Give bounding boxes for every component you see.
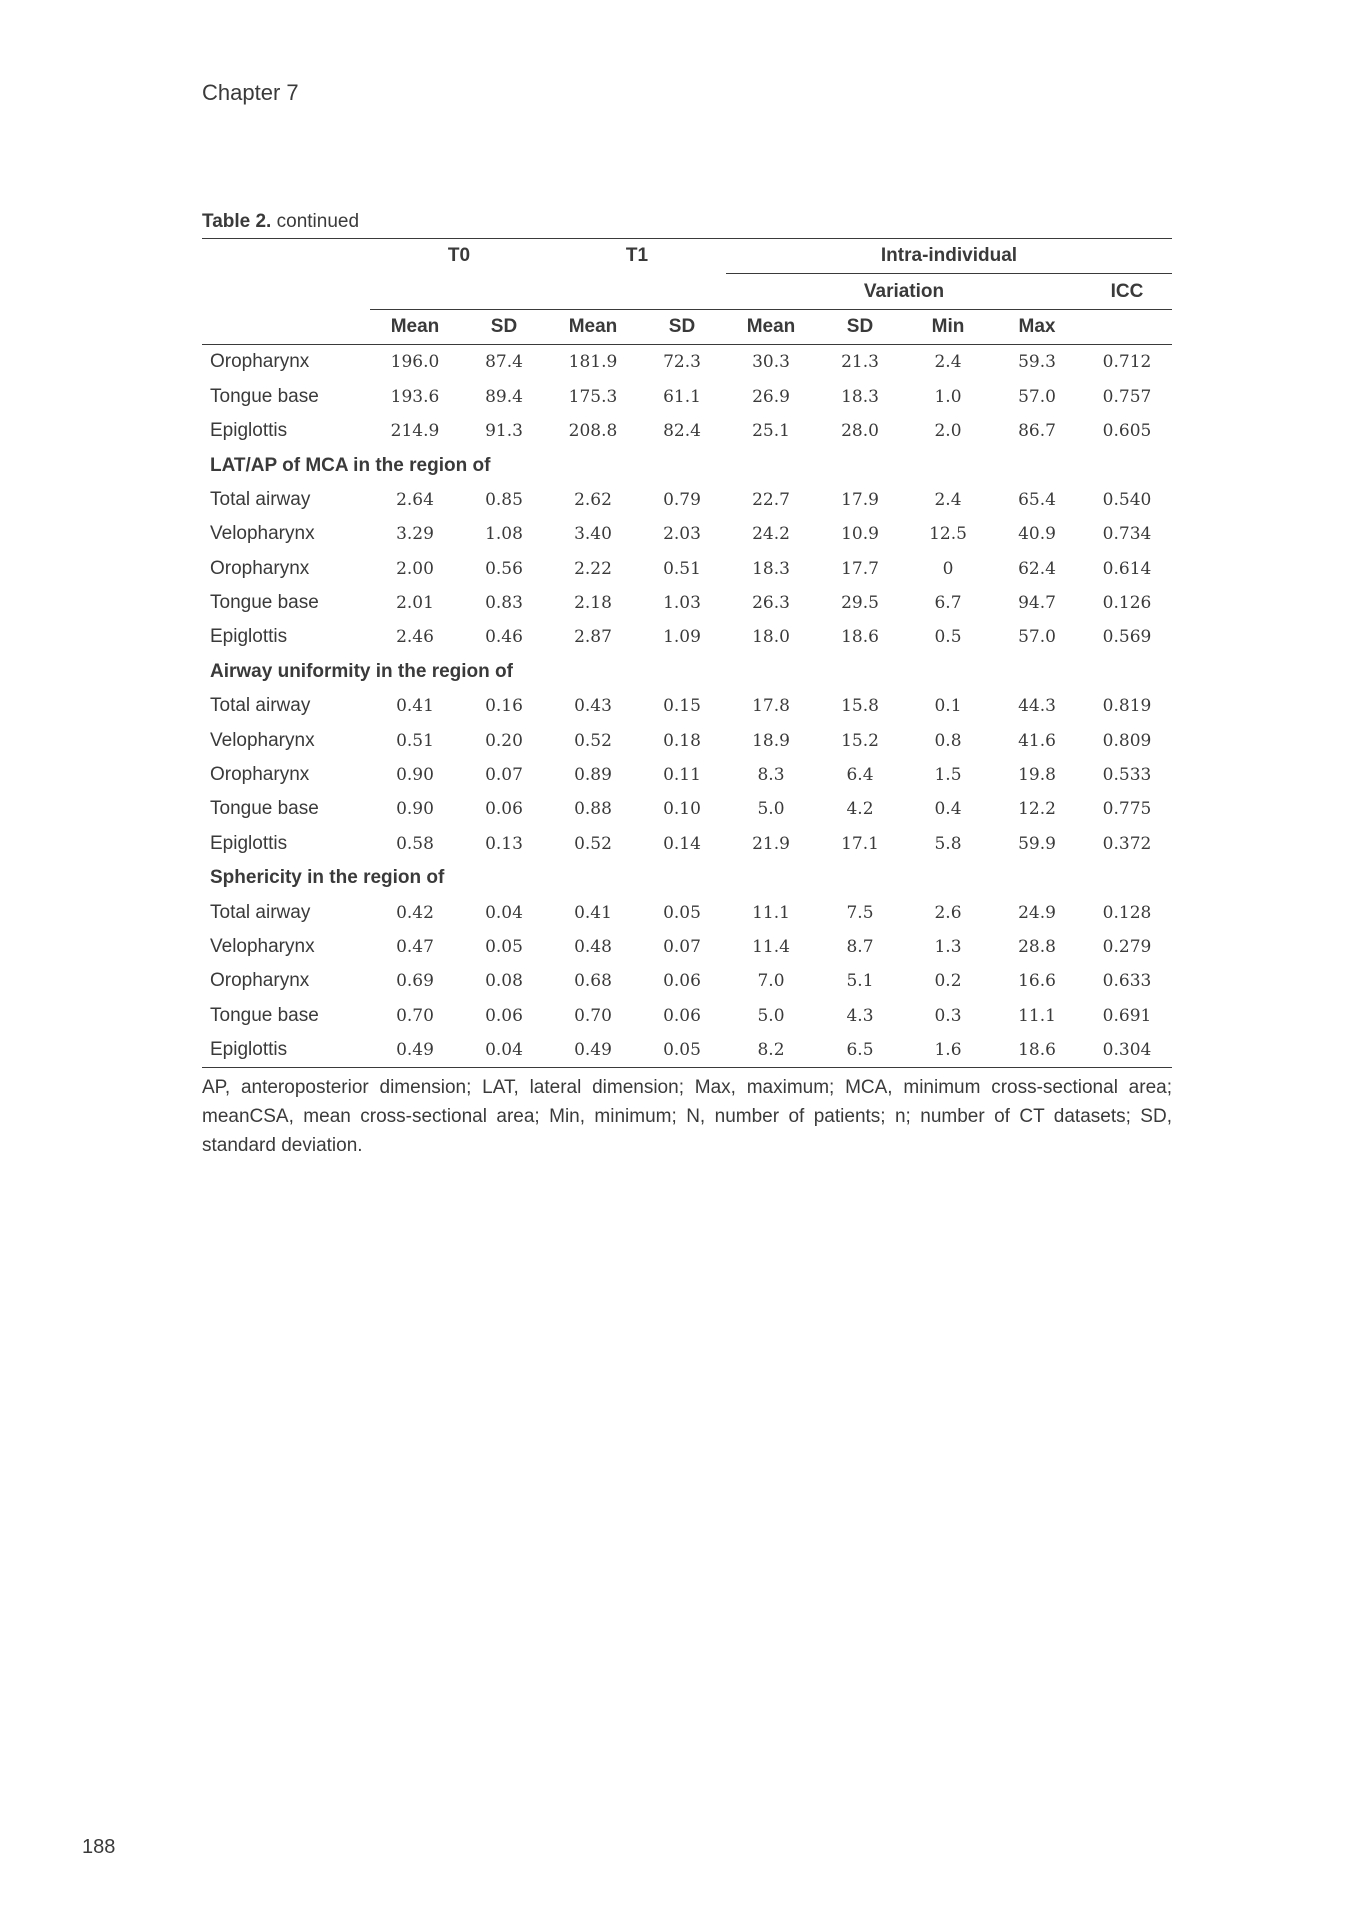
table-cell: 44.3 [1018, 696, 1056, 717]
table-cell: 0.775 [1102, 799, 1152, 820]
data-table [202, 238, 1172, 1068]
table-cell: 0.533 [1102, 765, 1152, 786]
column-header-row [202, 309, 1172, 344]
section-title: LAT/AP of MCA in the region of [210, 454, 491, 476]
table-cell: 1.0 [934, 386, 962, 407]
column-header: Mean [548, 309, 638, 344]
table-cell: 72.3 [663, 352, 701, 373]
table-row [202, 895, 1172, 929]
table-cell: 1.09 [663, 627, 701, 648]
table-cell: 0.04 [485, 902, 523, 923]
table-cell: 8.7 [846, 937, 874, 957]
table-cell: 28.0 [841, 421, 879, 442]
column-header: Max [992, 309, 1082, 344]
table-cell: 0.06 [485, 799, 523, 820]
row-label: Tongue base [210, 1004, 319, 1026]
table-cell: 0.49 [396, 1040, 434, 1061]
table-cell: 0.70 [396, 1005, 434, 1026]
table-cell: 18.3 [752, 558, 790, 579]
section-title: Airway uniformity in the region of [210, 660, 513, 682]
table-cell: 15.8 [841, 696, 879, 717]
table-cell: 0.90 [396, 799, 434, 820]
table-cell: 87.4 [485, 352, 523, 373]
table-cell: 0.691 [1102, 1005, 1152, 1026]
section-title: Sphericity in the region of [210, 867, 445, 889]
row-label: Total airway [210, 901, 311, 923]
table-cell: 0.05 [663, 902, 701, 923]
table-cell: 0.88 [574, 799, 612, 820]
table-cell: 0.07 [485, 765, 523, 786]
table-cell: 0.43 [574, 696, 612, 717]
table-cell: 94.7 [1018, 593, 1056, 614]
column-header: SD [638, 309, 726, 344]
column-header: SD [816, 309, 904, 344]
table-cell: 0.69 [396, 971, 434, 992]
table-cell: 2.46 [396, 627, 434, 648]
table-cell: 2.0 [934, 421, 962, 442]
table-cell: 0.3 [934, 1005, 962, 1026]
table-cell: 12.5 [929, 524, 967, 545]
row-label: Epiglottis [210, 1039, 288, 1061]
column-header: SD [460, 309, 548, 344]
table-row [202, 483, 1172, 517]
table-cell: 7.0 [757, 971, 785, 992]
header-t0: T0 [447, 245, 471, 267]
table-cell: 5.1 [846, 971, 874, 992]
table-cell: 0.41 [396, 696, 434, 717]
row-label: Velopharynx [210, 729, 315, 751]
table-cell: 4.2 [846, 799, 874, 820]
table-cell: 0.79 [663, 489, 701, 510]
table-cell: 0.734 [1102, 524, 1152, 545]
table-cell: 0.18 [663, 730, 701, 751]
row-label: Oropharynx [210, 970, 310, 992]
column-header: Mean [726, 309, 816, 344]
table-cell: 65.4 [1018, 489, 1056, 510]
table-cell: 0.04 [485, 1040, 523, 1061]
table-cell: 0.10 [663, 799, 701, 820]
table-cell: 2.00 [396, 558, 434, 579]
table-cell: 0.11 [663, 765, 701, 786]
table-cell: 21.3 [841, 352, 879, 373]
table-cell: 16.6 [1018, 971, 1056, 992]
table-cell: 0.540 [1102, 489, 1152, 510]
table-cell: 2.22 [574, 558, 612, 579]
row-label: Tongue base [210, 592, 319, 614]
table-cell: 0.68 [574, 971, 612, 992]
table-cell: 4.3 [846, 1005, 874, 1026]
table-cell: 0.90 [396, 765, 434, 786]
table-cell: 2.4 [934, 489, 962, 510]
table-cell: 24.2 [752, 524, 790, 545]
table-cell: 30.3 [752, 352, 790, 373]
table-cell: 1.08 [485, 524, 523, 545]
row-label: Tongue base [210, 798, 319, 820]
column-header: Min [904, 309, 992, 344]
table-cell: 57.0 [1018, 386, 1056, 407]
table-row [202, 380, 1172, 414]
table-cell: 0.51 [663, 558, 701, 579]
row-label: Total airway [210, 695, 311, 717]
table-cell: 3.40 [574, 524, 612, 545]
table-cell: 8.2 [757, 1040, 785, 1061]
table-cell: 0.1 [934, 696, 962, 717]
row-label: Oropharynx [210, 351, 310, 373]
table-row [202, 792, 1172, 826]
table-cell: 12.2 [1018, 799, 1056, 820]
table-row [202, 1033, 1172, 1068]
table-cell: 196.0 [390, 352, 440, 373]
table-cell: 0.56 [485, 558, 523, 579]
table-cell: 0.85 [485, 489, 523, 510]
table-cell: 89.4 [485, 386, 523, 407]
row-label: Tongue base [210, 385, 319, 407]
table-cell: 0.47 [396, 937, 434, 957]
table-cell: 0.605 [1102, 421, 1152, 442]
table-cell: 0.712 [1102, 352, 1152, 373]
table-row [202, 827, 1172, 861]
table-row [202, 586, 1172, 620]
table-cell: 40.9 [1018, 524, 1056, 545]
table-row [202, 414, 1172, 448]
table-cell: 86.7 [1018, 421, 1056, 442]
table-cell: 5.8 [934, 833, 962, 854]
table-cell: 18.3 [841, 386, 879, 407]
table-body [202, 345, 1172, 1068]
section-row [202, 448, 1172, 482]
table-cell: 0.07 [663, 937, 701, 957]
table-cell: 0.06 [663, 971, 701, 992]
table-cell: 22.7 [752, 489, 790, 510]
header-icc: ICC [1082, 274, 1172, 309]
table-cell: 0.48 [574, 937, 612, 957]
row-label: Velopharynx [210, 523, 315, 545]
table-cell: 59.3 [1018, 352, 1056, 373]
table-cell: 0.05 [663, 1040, 701, 1061]
table-cell: 0.819 [1102, 696, 1152, 717]
table-cell: 18.9 [752, 730, 790, 751]
table-cell: 0.41 [574, 902, 612, 923]
table-cell: 0.372 [1102, 833, 1152, 854]
table-cell: 1.03 [663, 593, 701, 614]
table-cell: 0.20 [485, 730, 523, 751]
table-cell: 1.5 [934, 765, 962, 786]
table-cell: 0.14 [663, 833, 701, 854]
table-cell: 5.0 [757, 799, 785, 820]
table-cell: 2.18 [574, 593, 612, 614]
table-cell: 0.16 [485, 696, 523, 717]
table-cell: 0.126 [1102, 593, 1152, 614]
table-cell: 2.6 [934, 902, 962, 923]
table-cell: 5.0 [757, 1005, 785, 1026]
table-cell: 214.9 [390, 421, 440, 442]
table-cell: 7.5 [846, 902, 874, 923]
table-cell: 2.62 [574, 489, 612, 510]
table-cell: 24.9 [1018, 902, 1056, 923]
table-cell: 0.06 [485, 1005, 523, 1026]
table-cell: 175.3 [568, 386, 618, 407]
table-cell: 0.13 [485, 833, 523, 854]
row-label: Oropharynx [210, 764, 310, 786]
table-cell: 0.42 [396, 902, 434, 923]
table-cell: 61.1 [663, 386, 701, 407]
table-cell: 0.614 [1102, 558, 1152, 579]
table-cell: 0.633 [1102, 971, 1152, 992]
page-number: 188 [82, 1836, 116, 1858]
table-cell: 0.49 [574, 1040, 612, 1061]
table-cell: 59.9 [1018, 833, 1056, 854]
header-t1: T1 [625, 245, 649, 267]
table-cell: 21.9 [752, 833, 790, 854]
table-cell: 62.4 [1018, 558, 1056, 579]
table-cell: 0.83 [485, 593, 523, 614]
table-cell: 26.9 [752, 386, 790, 407]
table-row [202, 964, 1172, 998]
row-label: Epiglottis [210, 832, 288, 854]
table-cell: 0.4 [934, 799, 962, 820]
table-caption [202, 211, 359, 233]
table-cell: 82.4 [663, 421, 701, 442]
table-cell: 91.3 [485, 421, 523, 442]
table-cell: 6.4 [846, 765, 874, 786]
table-cell: 0.08 [485, 971, 523, 992]
table-cell: 18.6 [841, 627, 879, 648]
row-label: Oropharynx [210, 557, 310, 579]
table-cell: 2.01 [396, 593, 434, 614]
table-cell: 19.8 [1018, 765, 1056, 786]
table-cell: 2.4 [934, 352, 962, 373]
table-cell: 2.64 [396, 489, 434, 510]
section-row [202, 861, 1172, 895]
table-cell: 25.1 [752, 421, 790, 442]
table-cell: 6.5 [846, 1040, 874, 1061]
table-cell: 17.9 [841, 489, 879, 510]
table-row [202, 999, 1172, 1033]
table-caption-text: continued [271, 211, 360, 232]
table-row [202, 552, 1172, 586]
table-cell: 0.279 [1102, 937, 1152, 957]
table-cell: 2.87 [574, 627, 612, 648]
table-cell: 11.1 [1018, 1005, 1056, 1026]
table-cell: 0.15 [663, 696, 701, 717]
row-label: Epiglottis [210, 626, 288, 648]
table-cell: 0.128 [1102, 902, 1152, 923]
header-row-2 [202, 274, 1172, 309]
table-cell: 17.7 [841, 558, 879, 579]
table-cell: 0 [942, 558, 954, 579]
column-header: Mean [370, 309, 460, 344]
table-row [202, 758, 1172, 792]
table-cell: 29.5 [841, 593, 879, 614]
table-cell: 0.52 [574, 833, 612, 854]
table-cell: 0.46 [485, 627, 523, 648]
table-row [202, 517, 1172, 551]
table-footnote: AP, anteroposterior dimension; LAT, lateral dimension; Max, maximum; MCA, minimum cross-sectional area; meanCSA, mean cross-sectional area; Min, minimum; N, number of patients; n; number of CT datasets; SD, standard deviation. [202, 1077, 1172, 1156]
table-cell: 0.51 [396, 730, 434, 751]
table-cell: 57.0 [1018, 627, 1056, 648]
table-cell: 0.5 [934, 627, 962, 648]
table-cell: 0.2 [934, 971, 962, 992]
table-row [202, 723, 1172, 757]
table-row [202, 345, 1172, 380]
table-cell: 0.70 [574, 1005, 612, 1026]
table-cell: 0.304 [1102, 1040, 1152, 1061]
table-cell: 0.569 [1102, 627, 1152, 648]
table-cell: 17.8 [752, 696, 790, 717]
chapter-header: Chapter 7 [202, 80, 299, 105]
table-cell: 18.0 [752, 627, 790, 648]
header-intra-individual: Intra-individual [726, 239, 1172, 274]
table-cell: 0.05 [485, 937, 523, 957]
table-cell: 10.9 [841, 524, 879, 545]
table-cell: 3.29 [396, 524, 434, 545]
table-cell: 1.3 [934, 937, 962, 957]
table-cell: 15.2 [841, 730, 879, 751]
table-cell: 0.809 [1102, 730, 1152, 751]
table-cell: 0.52 [574, 730, 612, 751]
table-row [202, 689, 1172, 723]
table-cell: 26.3 [752, 593, 790, 614]
table-cell: 41.6 [1018, 730, 1056, 751]
table-cell: 17.1 [841, 833, 879, 854]
data-table-container [202, 238, 1172, 1068]
table-cell: 2.03 [663, 524, 701, 545]
header-row-1 [202, 239, 1172, 274]
row-label: Velopharynx [210, 936, 315, 957]
table-cell: 6.7 [934, 593, 962, 614]
table-cell: 0.89 [574, 765, 612, 786]
table-cell: 193.6 [390, 386, 440, 407]
section-row [202, 655, 1172, 689]
table-cell: 18.6 [1018, 1040, 1056, 1061]
row-label: Epiglottis [210, 420, 288, 442]
table-cell: 28.8 [1018, 937, 1056, 957]
table-cell: 0.58 [396, 833, 434, 854]
table-cell: 0.757 [1102, 386, 1152, 407]
table-caption-label: Table 2. [202, 211, 272, 232]
table-cell: 11.1 [752, 902, 790, 923]
header-variation: Variation [726, 274, 1082, 309]
table-cell: 208.8 [568, 421, 618, 442]
table-cell: 0.06 [663, 1005, 701, 1026]
table-cell: 1.6 [934, 1040, 962, 1061]
table-cell: 181.9 [568, 352, 618, 373]
table-cell: 0.8 [934, 730, 962, 751]
table-cell: 11.4 [752, 937, 790, 957]
table-row [202, 620, 1172, 654]
row-label: Total airway [210, 488, 311, 510]
table-row [202, 930, 1172, 964]
table-cell: 8.3 [757, 765, 785, 786]
